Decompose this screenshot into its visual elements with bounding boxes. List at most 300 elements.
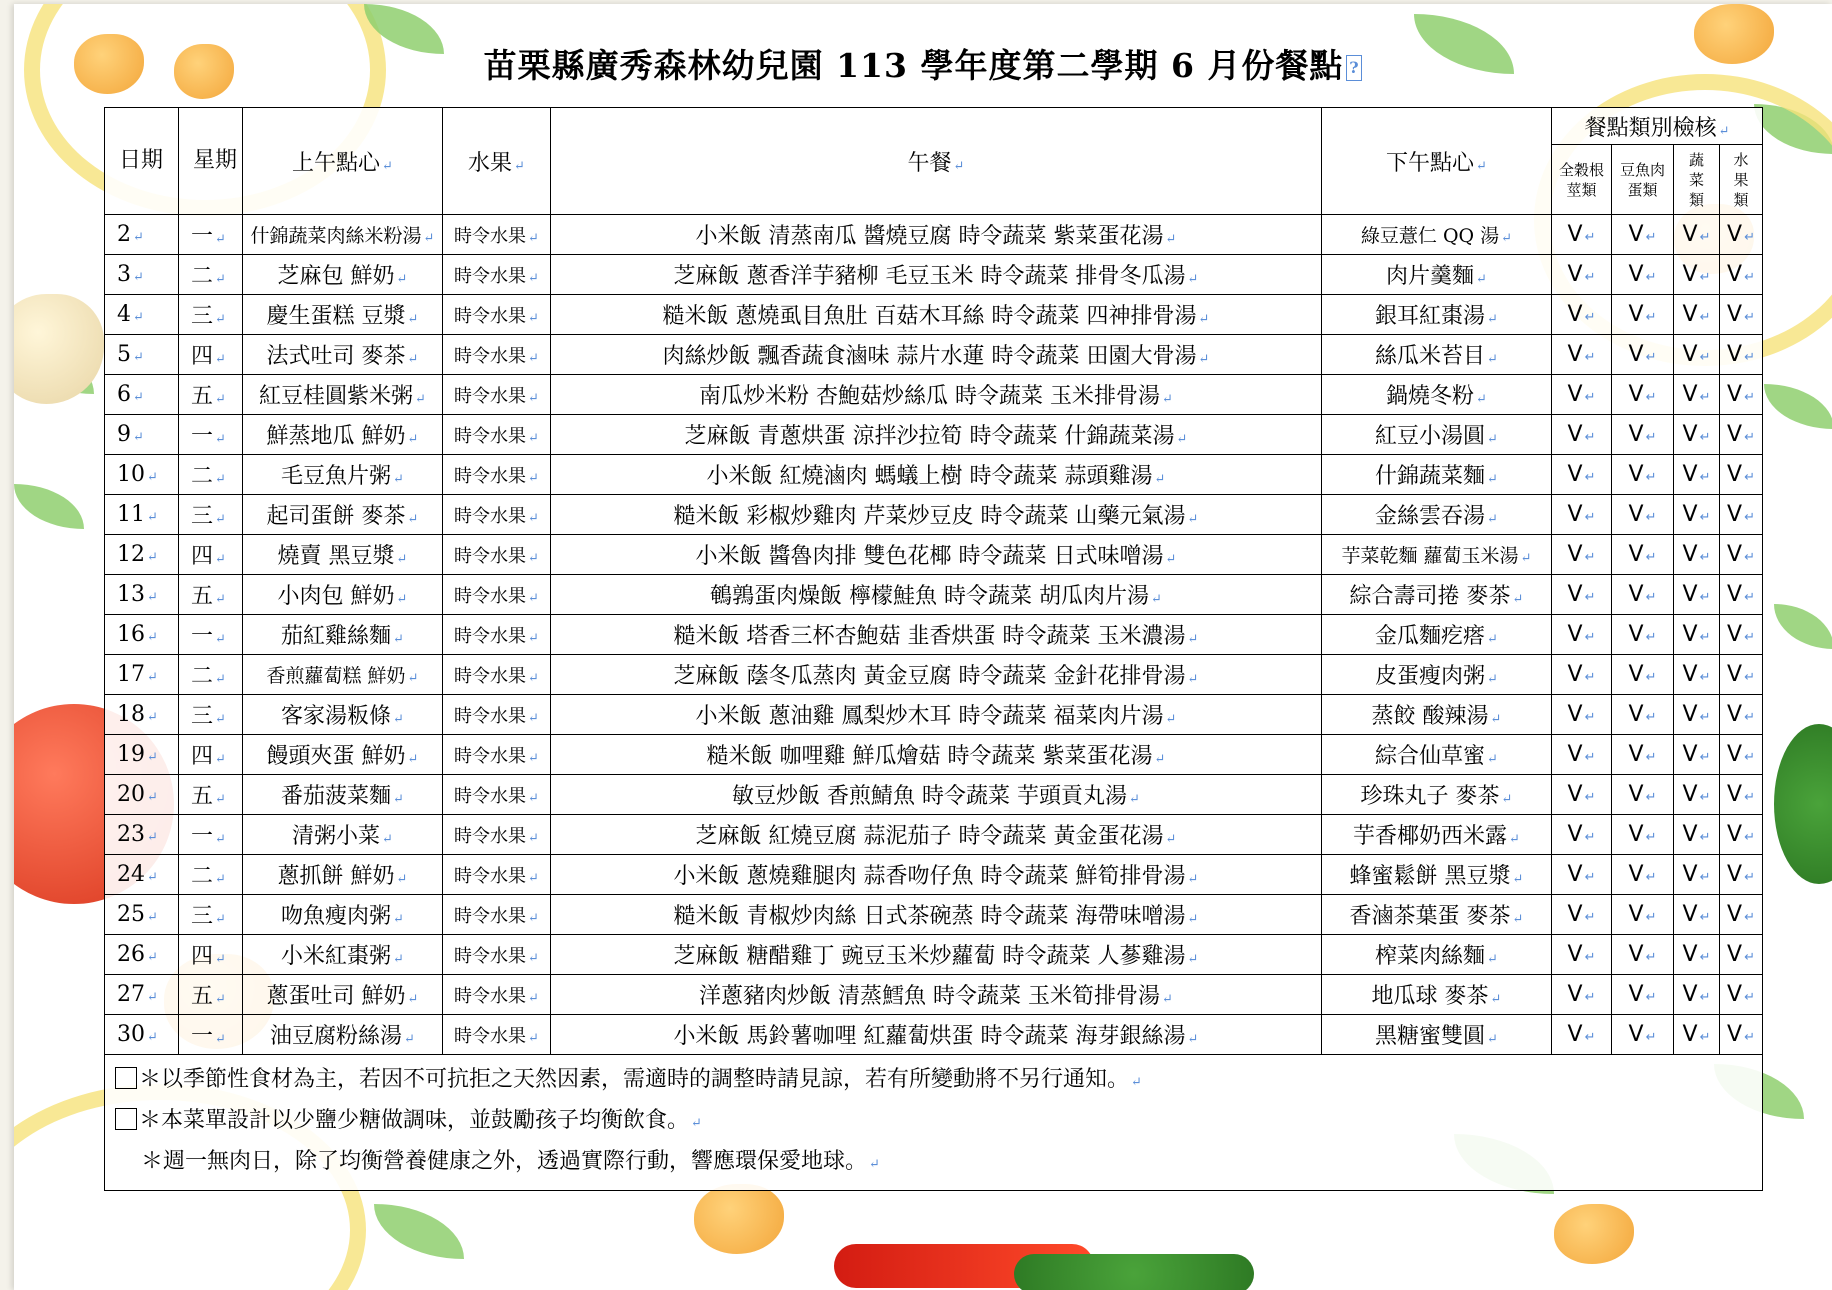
check-mark-icon: V	[1682, 222, 1698, 247]
check-mark-icon: V	[1727, 622, 1743, 647]
fruit-cell: 時令水果 ↵	[443, 855, 551, 895]
fruit-cell: 時令水果 ↵	[443, 575, 551, 615]
check-mark-icon: V	[1567, 662, 1583, 687]
day-cell-text: 20	[117, 782, 145, 807]
fruit-cell: 時令水果 ↵	[443, 735, 551, 775]
morning-snack-cell-text: 油豆腐粉絲湯	[270, 1024, 403, 1049]
fruit-cell: 時令水果 ↵	[443, 455, 551, 495]
check-cell: V ↵	[1720, 1015, 1763, 1055]
week-cell: 五 ↵	[179, 775, 243, 815]
lunch-cell: 芝麻飯 蔭冬瓜蒸肉 黃金豆腐 時令蔬菜 金針花排骨湯 ↵	[551, 655, 1322, 695]
squash-decoration-icon	[694, 1184, 784, 1254]
morning-snack-cell: 小米紅棗粥 ↵	[243, 935, 443, 975]
check-cell: V ↵	[1674, 575, 1720, 615]
afternoon-snack-cell-text: 鍋燒冬粉	[1386, 384, 1475, 409]
check-cell: V ↵	[1552, 335, 1612, 375]
lunch-cell: 洋蔥豬肉炒飯 清蒸鱈魚 時令蔬菜 玉米筍排骨湯 ↵	[551, 975, 1322, 1015]
lunch-cell: 小米飯 清蒸南瓜 醬燒豆腐 時令蔬菜 紫菜蛋花湯 ↵	[551, 215, 1322, 255]
afternoon-snack-cell: 金絲雲吞湯 ↵	[1322, 495, 1552, 535]
squash-decoration-icon	[1554, 1204, 1634, 1264]
morning-snack-cell-text: 燒賣 黑豆漿	[277, 544, 395, 569]
check-mark-icon: V	[1567, 942, 1583, 967]
morning-snack-cell-text: 小肉包 鮮奶	[277, 584, 395, 609]
table-row	[105, 855, 1763, 895]
afternoon-snack-cell: 絲瓜米苔目 ↵	[1322, 335, 1552, 375]
lunch-cell-text: 小米飯 馬鈴薯咖哩 紅蘿蔔烘蛋 時令蔬菜 海芽銀絲湯	[673, 1024, 1186, 1049]
lunch-cell: 糙米飯 蔥燒虱目魚肚 百菇木耳絲 時令蔬菜 四神排骨湯 ↵	[551, 295, 1322, 335]
check-mark-icon: V	[1567, 502, 1583, 527]
week-cell-text: 三	[191, 304, 214, 329]
check-mark-icon: V	[1628, 462, 1644, 487]
check-cell: V ↵	[1552, 215, 1612, 255]
check-mark-icon: V	[1727, 542, 1743, 567]
table-row	[105, 335, 1763, 375]
afternoon-snack-cell-text: 金絲雲吞湯	[1375, 504, 1486, 529]
table-row	[105, 975, 1763, 1015]
morning-snack-cell-text: 什錦蔬菜肉絲米粉湯	[250, 225, 422, 247]
check-cell: V ↵	[1552, 535, 1612, 575]
afternoon-snack-cell-text: 肉片羹麵	[1386, 264, 1475, 289]
leaf-decoration-icon	[374, 1204, 464, 1259]
morning-snack-cell-text: 香煎蘿蔔糕 鮮奶	[266, 665, 406, 687]
week-cell: 二 ↵	[179, 455, 243, 495]
check-mark-icon: V	[1567, 702, 1583, 727]
lunch-cell: 芝麻飯 紅燒豆腐 蒜泥茄子 時令蔬菜 黃金蛋花湯 ↵	[551, 815, 1322, 855]
notes-cell	[105, 1055, 1763, 1191]
morning-snack-cell: 什錦蔬菜肉絲米粉湯 ↵	[243, 215, 443, 255]
day-cell: 23 ↵	[105, 815, 179, 855]
fruit-cell-text: 時令水果	[454, 1025, 527, 1047]
fruit-cell: 時令水果 ↵	[443, 815, 551, 855]
fruit-cell-text: 時令水果	[454, 665, 527, 687]
fruit-cell: 時令水果 ↵	[443, 895, 551, 935]
lunch-cell-text: 糙米飯 塔香三杯杏鮑菇 韭香烘蛋 時令蔬菜 玉米濃湯	[673, 624, 1186, 649]
zucchini-decoration-icon	[1014, 1254, 1254, 1290]
morning-snack-cell: 小肉包 鮮奶 ↵	[243, 575, 443, 615]
header-lunch: 午餐 ↵	[551, 108, 1322, 215]
fruit-cell-text: 時令水果	[454, 585, 527, 607]
afternoon-snack-cell: 綜合仙草蜜 ↵	[1322, 735, 1552, 775]
lunch-cell-text: 糙米飯 彩椒炒雞肉 芹菜炒豆皮 時令蔬菜 山藥元氣湯	[673, 504, 1186, 529]
check-cell: V ↵	[1674, 775, 1720, 815]
day-cell-text: 3	[117, 262, 131, 287]
check-cell: V ↵	[1612, 575, 1674, 615]
check-mark-icon: V	[1727, 462, 1743, 487]
afternoon-snack-cell-text: 綠豆薏仁 QQ 湯	[1360, 225, 1500, 247]
lunch-cell-text: 小米飯 紅燒滷肉 螞蟻上樹 時令蔬菜 蒜頭雞湯	[706, 464, 1153, 489]
fruit-cell-text: 時令水果	[454, 545, 527, 567]
day-cell-text: 24	[117, 862, 145, 887]
week-cell: 四 ↵	[179, 735, 243, 775]
day-cell-text: 12	[117, 542, 145, 567]
day-cell-text: 2	[117, 222, 131, 247]
check-cell: V ↵	[1552, 935, 1612, 975]
lunch-cell-text: 糙米飯 青椒炒肉絲 日式茶碗蒸 時令蔬菜 海帶味噌湯	[673, 904, 1186, 929]
check-mark-icon: V	[1682, 582, 1698, 607]
day-cell: 6 ↵	[105, 375, 179, 415]
header-afternoon-snack: 下午點心 ↵	[1322, 108, 1552, 215]
check-mark-icon: V	[1682, 662, 1698, 687]
table-row	[105, 615, 1763, 655]
afternoon-snack-cell: 芋菜乾麵 蘿蔔玉米湯 ↵	[1322, 535, 1552, 575]
check-cell: V ↵	[1552, 255, 1612, 295]
week-cell: 一 ↵	[179, 615, 243, 655]
lunch-cell-text: 芝麻飯 紅燒豆腐 蒜泥茄子 時令蔬菜 黃金蛋花湯	[695, 824, 1164, 849]
day-cell: 5 ↵	[105, 335, 179, 375]
check-mark-icon: V	[1567, 982, 1583, 1007]
check-cell: V ↵	[1612, 615, 1674, 655]
header-day: 日期	[105, 108, 179, 215]
table-row	[105, 575, 1763, 615]
day-cell: 9 ↵	[105, 415, 179, 455]
check-cell: V ↵	[1612, 1015, 1674, 1055]
week-cell-text: 二	[191, 864, 214, 889]
lunch-cell: 糙米飯 青椒炒肉絲 日式茶碗蒸 時令蔬菜 海帶味噌湯 ↵	[551, 895, 1322, 935]
header-check-group: 餐點類別檢核 ↵	[1552, 108, 1763, 145]
day-cell-text: 27	[117, 982, 145, 1007]
week-cell: 三 ↵	[179, 295, 243, 335]
check-mark-icon: V	[1567, 262, 1583, 287]
lunch-cell: 肉絲炒飯 飄香蔬食滷味 蒜片水蓮 時令蔬菜 田園大骨湯 ↵	[551, 335, 1322, 375]
week-cell: 四 ↵	[179, 935, 243, 975]
fruit-cell-text: 時令水果	[454, 745, 527, 767]
check-mark-icon: V	[1682, 822, 1698, 847]
table-row	[105, 495, 1763, 535]
check-mark-icon: V	[1567, 222, 1583, 247]
day-cell: 16 ↵	[105, 615, 179, 655]
fruit-cell-text: 時令水果	[454, 265, 527, 287]
afternoon-snack-cell: 什錦蔬菜麵 ↵	[1322, 455, 1552, 495]
leaf-decoration-icon	[1764, 384, 1832, 429]
check-cell: V ↵	[1552, 295, 1612, 335]
fruit-cell: 時令水果 ↵	[443, 495, 551, 535]
week-cell-text: 五	[191, 984, 214, 1009]
fruit-cell-text: 時令水果	[454, 425, 527, 447]
check-mark-icon: V	[1567, 342, 1583, 367]
check-mark-icon: V	[1682, 982, 1698, 1007]
check-cell: V ↵	[1674, 495, 1720, 535]
check-mark-icon: V	[1682, 462, 1698, 487]
table-row	[105, 455, 1763, 495]
check-mark-icon: V	[1628, 622, 1644, 647]
morning-snack-cell: 鮮蒸地瓜 鮮奶 ↵	[243, 415, 443, 455]
check-mark-icon: V	[1727, 942, 1743, 967]
menu-table	[104, 107, 1763, 1191]
check-mark-icon: V	[1727, 422, 1743, 447]
morning-snack-cell-text: 吻魚瘦肉粥	[281, 904, 392, 929]
check-mark-icon: V	[1727, 302, 1743, 327]
check-mark-icon: V	[1727, 382, 1743, 407]
fruit-cell: 時令水果 ↵	[443, 415, 551, 455]
check-mark-icon: V	[1727, 662, 1743, 687]
afternoon-snack-cell-text: 芋香椰奶西米露	[1353, 824, 1508, 849]
check-cell: V ↵	[1612, 455, 1674, 495]
morning-snack-cell-text: 慶生蛋糕 豆漿	[266, 304, 406, 329]
week-cell-text: 四	[191, 544, 214, 569]
leaf-decoration-icon	[14, 484, 84, 529]
fruit-cell-text: 時令水果	[454, 225, 527, 247]
fruit-cell-text: 時令水果	[454, 905, 527, 927]
header-morning-snack: 上午點心 ↵	[243, 108, 443, 215]
fruit-cell: 時令水果 ↵	[443, 935, 551, 975]
day-cell: 17 ↵	[105, 655, 179, 695]
check-cell: V ↵	[1612, 295, 1674, 335]
day-cell-text: 11	[117, 502, 145, 527]
morning-snack-cell-text: 蔥抓餅 鮮奶	[277, 864, 395, 889]
check-cell: V ↵	[1720, 695, 1763, 735]
check-mark-icon: V	[1682, 702, 1698, 727]
check-cell: V ↵	[1552, 615, 1612, 655]
day-cell-text: 17	[117, 662, 145, 687]
check-mark-icon: V	[1628, 702, 1644, 727]
check-mark-icon: V	[1567, 622, 1583, 647]
header-check-protein: 豆魚肉蛋類	[1612, 145, 1674, 215]
week-cell-text: 二	[191, 664, 214, 689]
week-cell-text: 一	[191, 224, 214, 249]
check-mark-icon: V	[1567, 462, 1583, 487]
afternoon-snack-cell-text: 榨菜肉絲麵	[1375, 944, 1486, 969]
day-cell-text: 19	[117, 742, 145, 767]
check-mark-icon: V	[1628, 902, 1644, 927]
afternoon-snack-cell-text: 銀耳紅棗湯	[1375, 304, 1486, 329]
day-cell: 3 ↵	[105, 255, 179, 295]
afternoon-snack-cell: 蜂蜜鬆餅 黑豆漿 ↵	[1322, 855, 1552, 895]
lunch-cell-text: 肉絲炒飯 飄香蔬食滷味 蒜片水蓮 時令蔬菜 田園大骨湯	[662, 344, 1197, 369]
week-cell-text: 四	[191, 744, 214, 769]
check-mark-icon: V	[1682, 382, 1698, 407]
fruit-cell-text: 時令水果	[454, 345, 527, 367]
header-check-vegetable: 蔬菜類	[1674, 145, 1720, 215]
fruit-cell-text: 時令水果	[454, 385, 527, 407]
week-cell: 一 ↵	[179, 815, 243, 855]
check-cell: V ↵	[1720, 855, 1763, 895]
day-cell-text: 13	[117, 582, 145, 607]
day-cell-text: 4	[117, 302, 131, 327]
check-cell: V ↵	[1552, 455, 1612, 495]
day-cell: 20 ↵	[105, 775, 179, 815]
table-header-row	[105, 108, 1763, 145]
morning-snack-cell-text: 番茄菠菜麵	[281, 784, 392, 809]
fruit-cell: 時令水果 ↵	[443, 295, 551, 335]
check-cell: V ↵	[1720, 575, 1763, 615]
afternoon-snack-cell-text: 綜合仙草蜜	[1375, 744, 1486, 769]
check-mark-icon: V	[1567, 422, 1583, 447]
check-mark-icon: V	[1682, 1022, 1698, 1047]
fruit-cell-text: 時令水果	[454, 865, 527, 887]
check-cell: V ↵	[1612, 735, 1674, 775]
fruit-cell-text: 時令水果	[454, 505, 527, 527]
leaf-decoration-icon	[1774, 604, 1832, 649]
check-cell: V ↵	[1674, 375, 1720, 415]
check-cell: V ↵	[1552, 375, 1612, 415]
check-mark-icon: V	[1567, 302, 1583, 327]
check-cell: V ↵	[1552, 815, 1612, 855]
lunch-cell-text: 糙米飯 蔥燒虱目魚肚 百菇木耳絲 時令蔬菜 四神排骨湯	[662, 304, 1197, 329]
check-cell: V ↵	[1552, 695, 1612, 735]
morning-snack-cell: 清粥小菜 ↵	[243, 815, 443, 855]
check-cell: V ↵	[1720, 415, 1763, 455]
morning-snack-cell: 燒賣 黑豆漿 ↵	[243, 535, 443, 575]
afternoon-snack-cell-text: 皮蛋瘦肉粥	[1375, 664, 1486, 689]
lunch-cell: 糙米飯 彩椒炒雞肉 芹菜炒豆皮 時令蔬菜 山藥元氣湯 ↵	[551, 495, 1322, 535]
lunch-cell-text: 芝麻飯 糖醋雞丁 豌豆玉米炒蘿蔔 時令蔬菜 人蔘雞湯	[673, 944, 1186, 969]
lunch-cell: 糙米飯 塔香三杯杏鮑菇 韭香烘蛋 時令蔬菜 玉米濃湯 ↵	[551, 615, 1322, 655]
afternoon-snack-cell: 珍珠丸子 麥茶 ↵	[1322, 775, 1552, 815]
week-cell-text: 三	[191, 504, 214, 529]
morning-snack-cell-text: 起司蛋餅 麥茶	[266, 504, 406, 529]
note-item: ＊週一無肉日，除了均衡營養健康之外，透過實際行動，響應環保愛地球。 ↵	[141, 1149, 880, 1174]
week-cell-text: 一	[191, 1024, 214, 1049]
morning-snack-cell: 客家湯粄條 ↵	[243, 695, 443, 735]
afternoon-snack-cell: 黑糖蜜雙圓 ↵	[1322, 1015, 1552, 1055]
morning-snack-cell-text: 法式吐司 麥茶	[266, 344, 406, 369]
check-cell: V ↵	[1612, 855, 1674, 895]
check-mark-icon: V	[1628, 662, 1644, 687]
week-cell: 二 ↵	[179, 655, 243, 695]
week-cell: 一 ↵	[179, 215, 243, 255]
lunch-cell-text: 芝麻飯 蔥香洋芋豬柳 毛豆玉米 時令蔬菜 排骨冬瓜湯	[673, 264, 1186, 289]
afternoon-snack-cell-text: 香滷茶葉蛋 麥茶	[1349, 904, 1511, 929]
check-mark-icon: V	[1628, 222, 1644, 247]
morning-snack-cell-text: 小米紅棗粥	[281, 944, 392, 969]
day-cell-text: 26	[117, 942, 145, 967]
check-cell: V ↵	[1612, 695, 1674, 735]
table-row	[105, 295, 1763, 335]
check-cell: V ↵	[1720, 375, 1763, 415]
check-mark-icon: V	[1567, 782, 1583, 807]
afternoon-snack-cell: 皮蛋瘦肉粥 ↵	[1322, 655, 1552, 695]
check-mark-icon: V	[1567, 862, 1583, 887]
check-mark-icon: V	[1727, 742, 1743, 767]
check-cell: V ↵	[1552, 1015, 1612, 1055]
week-cell-text: 二	[191, 264, 214, 289]
morning-snack-cell-text: 鮮蒸地瓜 鮮奶	[266, 424, 406, 449]
fruit-cell-text: 時令水果	[454, 305, 527, 327]
morning-snack-cell-text: 蔥蛋吐司 鮮奶	[266, 984, 406, 1009]
day-cell-text: 25	[117, 902, 145, 927]
afternoon-snack-cell-text: 芋菜乾麵 蘿蔔玉米湯	[1341, 545, 1519, 567]
morning-snack-cell: 紅豆桂圓紫米粥 ↵	[243, 375, 443, 415]
fruit-cell-text: 時令水果	[454, 985, 527, 1007]
morning-snack-cell: 蔥蛋吐司 鮮奶 ↵	[243, 975, 443, 1015]
afternoon-snack-cell-text: 地瓜球 麥茶	[1371, 984, 1489, 1009]
table-row	[105, 815, 1763, 855]
check-mark-icon: V	[1727, 702, 1743, 727]
check-cell: V ↵	[1720, 215, 1763, 255]
check-mark-icon: V	[1727, 982, 1743, 1007]
week-cell: 四 ↵	[179, 535, 243, 575]
day-cell: 27 ↵	[105, 975, 179, 1015]
table-row	[105, 375, 1763, 415]
day-cell-text: 9	[117, 422, 131, 447]
week-cell: 三 ↵	[179, 895, 243, 935]
check-cell: V ↵	[1612, 335, 1674, 375]
morning-snack-cell-text: 客家湯粄條	[281, 704, 392, 729]
check-mark-icon: V	[1727, 582, 1743, 607]
check-mark-icon: V	[1682, 622, 1698, 647]
check-mark-icon: V	[1682, 422, 1698, 447]
check-cell: V ↵	[1674, 935, 1720, 975]
check-cell: V ↵	[1720, 735, 1763, 775]
check-cell: V ↵	[1552, 975, 1612, 1015]
afternoon-snack-cell-text: 絲瓜米苔目	[1375, 344, 1486, 369]
table-row	[105, 415, 1763, 455]
week-cell-text: 一	[191, 424, 214, 449]
check-cell: V ↵	[1674, 535, 1720, 575]
fruit-cell: 時令水果 ↵	[443, 215, 551, 255]
check-mark-icon: V	[1628, 982, 1644, 1007]
morning-snack-cell: 香煎蘿蔔糕 鮮奶 ↵	[243, 655, 443, 695]
lunch-cell: 小米飯 馬鈴薯咖哩 紅蘿蔔烘蛋 時令蔬菜 海芽銀絲湯 ↵	[551, 1015, 1322, 1055]
day-cell: 26 ↵	[105, 935, 179, 975]
fruit-cell: 時令水果 ↵	[443, 615, 551, 655]
check-mark-icon: V	[1628, 502, 1644, 527]
afternoon-snack-cell-text: 珍珠丸子 麥茶	[1360, 784, 1500, 809]
check-cell: V ↵	[1674, 455, 1720, 495]
morning-snack-cell: 慶生蛋糕 豆漿 ↵	[243, 295, 443, 335]
check-cell: V ↵	[1720, 975, 1763, 1015]
check-cell: V ↵	[1612, 655, 1674, 695]
check-cell: V ↵	[1552, 575, 1612, 615]
check-cell: V ↵	[1674, 695, 1720, 735]
afternoon-snack-cell: 榨菜肉絲麵 ↵	[1322, 935, 1552, 975]
lunch-cell: 芝麻飯 青蔥烘蛋 涼拌沙拉筍 時令蔬菜 什錦蔬菜湯 ↵	[551, 415, 1322, 455]
table-row	[105, 655, 1763, 695]
fruit-cell: 時令水果 ↵	[443, 775, 551, 815]
week-cell: 四 ↵	[179, 335, 243, 375]
week-cell-text: 四	[191, 944, 214, 969]
fruit-cell: 時令水果 ↵	[443, 695, 551, 735]
fruit-cell: 時令水果 ↵	[443, 975, 551, 1015]
check-cell: V ↵	[1720, 815, 1763, 855]
afternoon-snack-cell: 銀耳紅棗湯 ↵	[1322, 295, 1552, 335]
check-cell: V ↵	[1552, 855, 1612, 895]
afternoon-snack-cell: 綠豆薏仁 QQ 湯 ↵	[1322, 215, 1552, 255]
check-cell: V ↵	[1674, 975, 1720, 1015]
fruit-cell-text: 時令水果	[454, 785, 527, 807]
afternoon-snack-cell: 香滷茶葉蛋 麥茶 ↵	[1322, 895, 1552, 935]
check-cell: V ↵	[1720, 335, 1763, 375]
check-mark-icon: V	[1628, 582, 1644, 607]
afternoon-snack-cell: 地瓜球 麥茶 ↵	[1322, 975, 1552, 1015]
check-cell: V ↵	[1612, 935, 1674, 975]
table-row	[105, 535, 1763, 575]
lunch-cell-text: 敏豆炒飯 香煎鯖魚 時令蔬菜 芋頭貢丸湯	[732, 784, 1128, 809]
day-cell: 4 ↵	[105, 295, 179, 335]
lunch-cell: 鵪鶉蛋肉燥飯 檸檬鮭魚 時令蔬菜 胡瓜肉片湯 ↵	[551, 575, 1322, 615]
day-cell: 24 ↵	[105, 855, 179, 895]
check-cell: V ↵	[1612, 215, 1674, 255]
day-cell-text: 6	[117, 382, 131, 407]
morning-snack-cell: 法式吐司 麥茶 ↵	[243, 335, 443, 375]
fruit-cell-text: 時令水果	[454, 625, 527, 647]
afternoon-snack-cell-text: 蜂蜜鬆餅 黑豆漿	[1349, 864, 1511, 889]
check-mark-icon: V	[1727, 902, 1743, 927]
menu-document	[14, 4, 1832, 1290]
week-cell: 五 ↵	[179, 575, 243, 615]
table-row	[105, 695, 1763, 735]
check-cell: V ↵	[1612, 535, 1674, 575]
table-row	[105, 775, 1763, 815]
check-cell: V ↵	[1674, 815, 1720, 855]
morning-snack-cell: 油豆腐粉絲湯 ↵	[243, 1015, 443, 1055]
check-cell: V ↵	[1674, 255, 1720, 295]
week-cell: 三 ↵	[179, 695, 243, 735]
check-mark-icon: V	[1727, 342, 1743, 367]
week-cell-text: 三	[191, 704, 214, 729]
check-cell: V ↵	[1552, 415, 1612, 455]
day-cell: 18 ↵	[105, 695, 179, 735]
